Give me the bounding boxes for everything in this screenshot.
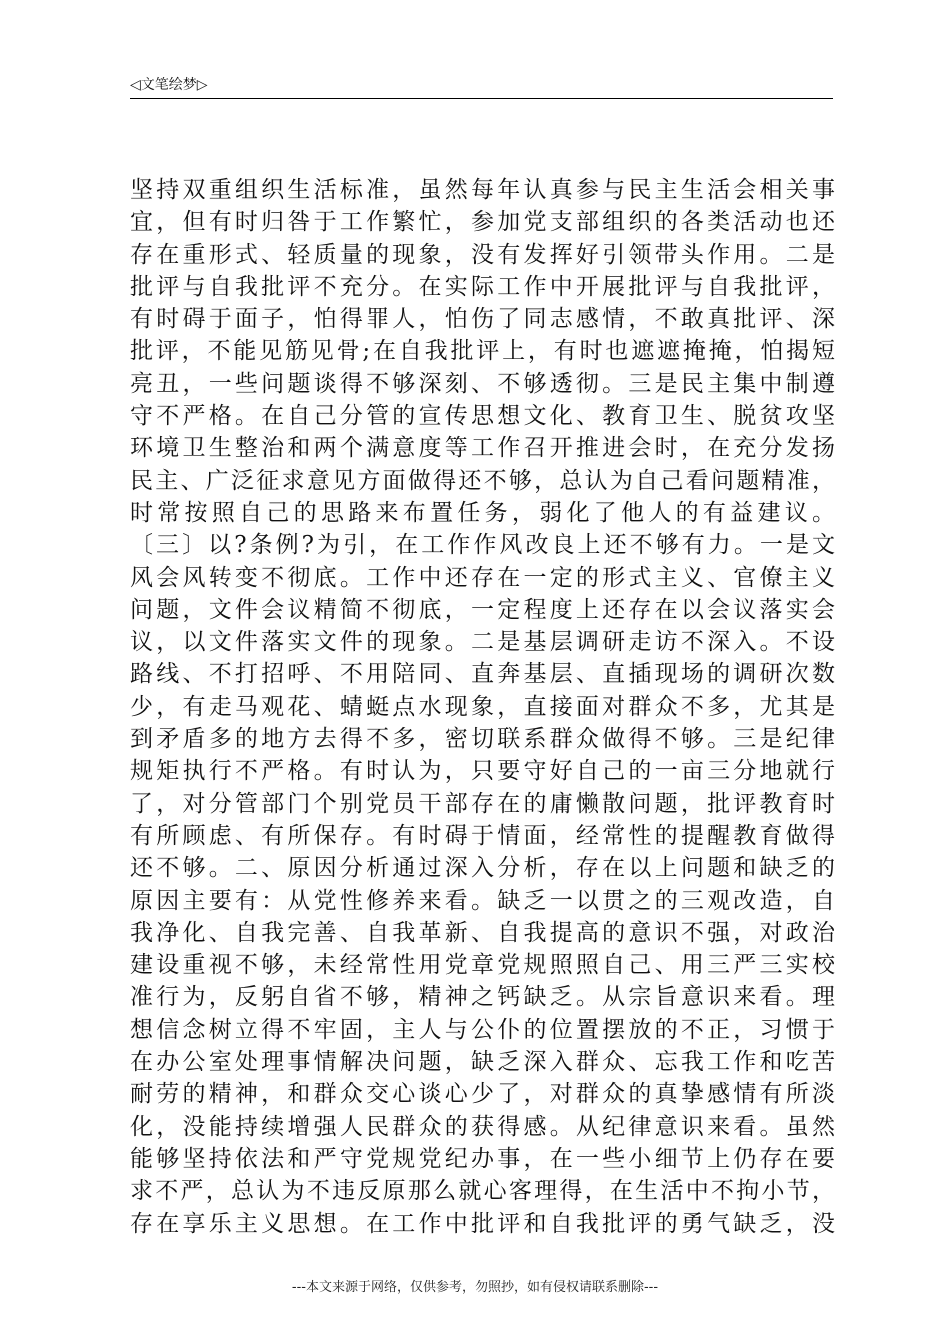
page-footer: ---本文来源于网络，仅供参考，勿照抄，如有侵权请联系删除---	[291, 1280, 659, 1295]
body-line: 〔三〕以?条例?为引，在工作作风改良上还不够有力。一是文	[130, 532, 835, 559]
body-line: 环境卫生整治和两个满意度等工作召开推进会时，在充分发扬	[130, 435, 835, 462]
body-line: 能够坚持依法和严守党规党纪办事，在一些小细节上仍存在要	[130, 1145, 835, 1172]
body-line: 我净化、自我完善、自我革新、自我提高的意识不强，对政治	[130, 919, 835, 946]
body-line: 有所顾虑、有所保存。有时碍于情面，经常性的提醒教育做得	[130, 822, 835, 849]
body-line: 批评与自我批评不充分。在实际工作中开展批评与自我批评，	[130, 273, 835, 300]
body-line: 守不严格。在自己分管的宣传思想文化、教育卫生、脱贫攻坚	[130, 403, 835, 430]
body-line: 原因主要有：从党性修养来看。缺乏一以贯之的三观改造，自	[130, 887, 835, 914]
body-line: 求不严，总认为不违反原那么就心客理得，在生活中不拘小节，	[130, 1178, 835, 1205]
body-line: 还不够。二、原因分析通过深入分析，存在以上问题和缺乏的	[130, 855, 835, 882]
body-line: 存在享乐主义思想。在工作中批评和自我批评的勇气缺乏，没	[130, 1210, 835, 1237]
body-line: 建设重视不够，未经常性用党章党规照照自己、用三严三实校	[130, 952, 835, 979]
body-line: 在办公室处理事情解决问题，缺乏深入群众、忘我工作和吃苦	[130, 1049, 835, 1076]
body-line: 亮丑，一些问题谈得不够深刻、不够透彻。三是民主集中制遵	[130, 370, 835, 397]
body-line: 想信念树立得不牢固，主人与公仆的位置摆放的不正，习惯于	[130, 1016, 835, 1043]
header-title: ◁文笔绘梦▷	[130, 77, 208, 93]
body-line: 坚持双重组织生活标准，虽然每年认真参与民主生活会相关事	[130, 177, 835, 203]
body-line: 风会风转变不彻底。工作中还存在一定的形式主义、官僚主义	[130, 564, 835, 591]
page-header	[130, 72, 833, 99]
body-line: 议，以文件落实文件的现象。二是基层调研走访不深入。不设	[130, 629, 835, 656]
body-line: 路线、不打招呼、不用陪同、直奔基层、直插现场的调研次数	[130, 661, 835, 688]
body-line: 民主、广泛征求意见方面做得还不够，总认为自己看问题精准，	[130, 467, 835, 494]
body-line: 到矛盾多的地方去得不多，密切联系群众做得不够。三是纪律	[130, 726, 835, 753]
body-line: 时常按照自己的思路来布置任务，弱化了他人的有益建议。	[130, 499, 835, 526]
body-line: 存在重形式、轻质量的现象，没有发挥好引领带头作用。二是	[130, 241, 835, 268]
body-line: 了，对分管部门个别党员干部存在的庸懒散问题，批评教育时	[130, 790, 835, 817]
body-line: 问题，文件会议精简不彻底，一定程度上还存在以会议落实会	[130, 596, 835, 623]
body-line: 准行为，反躬自省不够，精神之钙缺乏。从宗旨意识来看。理	[130, 984, 835, 1011]
body-line: 规矩执行不严格。有时认为，只要守好自己的一亩三分地就行	[130, 758, 835, 785]
body-line: 少，有走马观花、蜻蜓点水现象，直接面对群众不多，尤其是	[130, 693, 835, 720]
body-line: 有时碍于面子，怕得罪人，怕伤了同志感情，不敢真批评、深	[130, 306, 835, 333]
body-line: 宜，但有时归咎于工作繁忙，参加党支部组织的各类活动也还	[130, 209, 835, 236]
body-line: 化，没能持续增强人民群众的获得感。从纪律意识来看。虽然	[130, 1113, 835, 1140]
body-line: 耐劳的精神，和群众交心谈心少了，对群众的真挚感情有所淡	[130, 1081, 835, 1108]
document-body	[130, 174, 835, 1240]
body-line: 批评，不能见筋见骨;在自我批评上，有时也遮遮掩掩，怕揭短	[130, 338, 835, 365]
